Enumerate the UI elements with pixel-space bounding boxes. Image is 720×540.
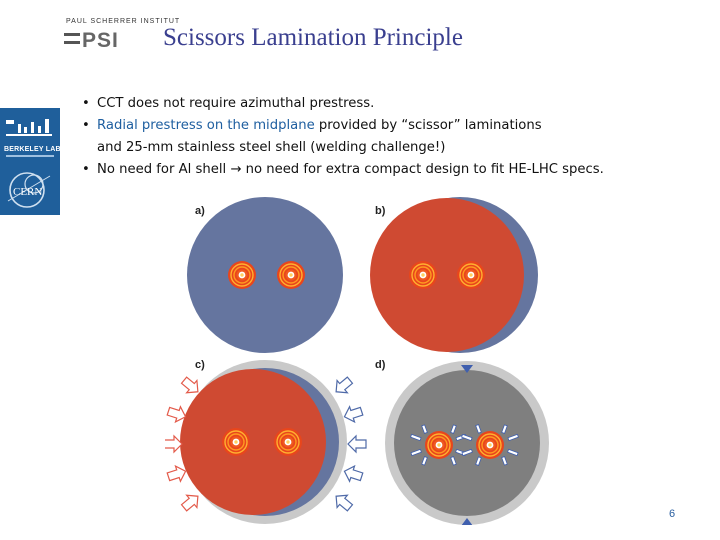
side-logos-bar (0, 108, 60, 215)
coil-aperture-right (274, 428, 302, 456)
berkeley-lab-icon (4, 114, 56, 144)
figure-drawing (165, 195, 565, 525)
psi-logo (62, 18, 181, 52)
bullet-item: • No need for Al shell → no need for extra compact design to fit HE-LHC specs. (82, 159, 702, 181)
berkeley-lab-text: BERKELEY LAB (4, 146, 61, 153)
coil-aperture-left (222, 428, 250, 456)
psi-logo-mark (64, 27, 144, 51)
lamination-figure (165, 195, 565, 525)
bullet-text: Radial prestress on the midplane provided by “scissor” laminations (97, 118, 542, 133)
berkeley-lab-logo (4, 114, 61, 164)
inward-arrow-icon (179, 490, 203, 514)
bullet-text: No need for Al shell → no need for extra compact design to fit HE-LHC specs. (97, 162, 604, 177)
inward-arrow-icon (342, 404, 364, 425)
panel-label-a: a) (195, 205, 205, 217)
berkeley-lab-underline (6, 155, 54, 157)
cern-logo (4, 166, 54, 212)
psi-institute-name: PAUL SCHERRER INSTITUT (66, 18, 181, 25)
inward-arrow-icon (342, 464, 364, 485)
coil-aperture-left (228, 261, 256, 289)
panel-d-cross-section (385, 361, 549, 525)
inward-arrow-icon (348, 436, 366, 452)
right-arrow-icon: → (230, 162, 242, 177)
page-number: 6 (669, 508, 676, 520)
cern-icon (4, 166, 54, 212)
panel-a-cross-section (187, 197, 343, 353)
scissor-lamination (370, 198, 524, 352)
iron-yoke (187, 197, 343, 353)
coil-aperture-left (409, 261, 437, 289)
panel-label-c: c) (195, 359, 205, 371)
inward-arrow-icon (331, 374, 355, 398)
inward-arrow-icon (165, 436, 182, 452)
psi-logo-text: PSI (82, 29, 119, 51)
panel-label-b: b) (375, 205, 386, 217)
inward-arrow-icon (331, 490, 355, 514)
bullet-continuation: and 25-mm stainless steel shell (welding challenge!) (97, 140, 446, 155)
panel-b-cross-section (370, 197, 538, 353)
slide-title: Scissors Lamination Principle (163, 24, 463, 51)
panel-c-cross-section (165, 360, 366, 524)
cern-text: CERN (13, 186, 43, 198)
bullet-item: • Radial prestress on the midplane provided by “scissor” laminations (82, 115, 702, 137)
bullet-item: • CCT does not require azimuthal prestress. (82, 93, 702, 115)
coil-aperture-left (425, 431, 453, 459)
coil-aperture-right (457, 261, 485, 289)
coil-aperture-right (277, 261, 305, 289)
panel-label-d: d) (375, 359, 386, 371)
bullet-text: CCT does not require azimuthal prestress. (97, 96, 375, 111)
bullet-list (82, 93, 702, 181)
scissor-lamination (180, 369, 326, 515)
highlight-text: Radial prestress on the midplane (97, 118, 315, 133)
yoke-grey (394, 370, 540, 516)
coil-aperture-right (476, 431, 504, 459)
